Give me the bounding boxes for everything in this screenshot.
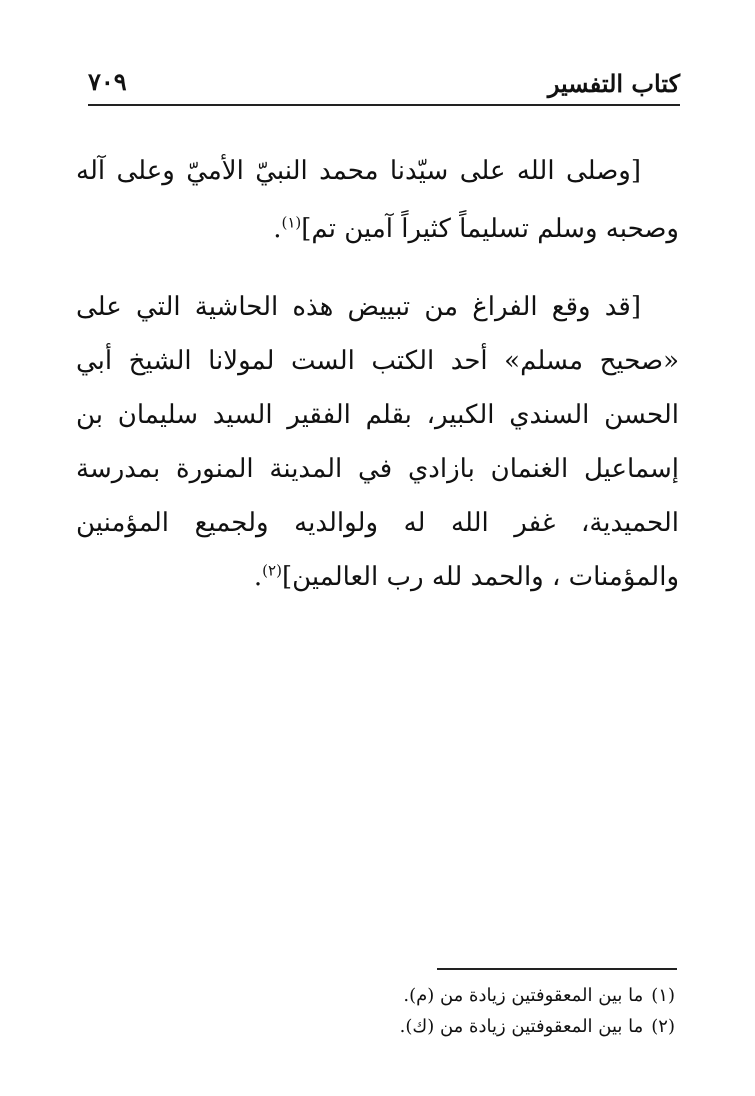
footnote-divider	[437, 968, 677, 970]
page-number: ٧٠٩	[88, 67, 127, 96]
running-title: كتاب التفسير	[547, 69, 680, 98]
paragraph-text: [قد وقع الفراغ من تبييض هذه الحاشية التي على «صحيح مسلم» أحد الكتب الست لمولانا الشيخ أبي الحسن السندي الكبير، بقلم الفقير السيد سليمان بن إسماعيل الغنمان بازادي في المدينة المنورة بمدرسة الحميدية، غفر الله له ولوالديه ولجميع المؤمنين والمؤمنات ، والحمد لله رب العالمين]	[76, 292, 679, 592]
footnote-text: ما بين المعقوفتين زيادة من (م).	[403, 985, 644, 1006]
footnote-item	[200, 980, 675, 1011]
paragraph-period: .	[253, 562, 263, 592]
footnotes	[200, 980, 675, 1042]
paragraph-text: [وصلى الله على سيّدنا محمد النبيّ الأميّ وعلى آله وصحبه وسلم تسليماً كثيراً آمين تم]	[76, 156, 679, 244]
footnote-marker: (١)	[651, 985, 675, 1006]
footnote-reference: (١)	[281, 213, 302, 232]
footnote-marker: (٢)	[651, 1016, 675, 1037]
paragraph-closing-prayer	[76, 142, 679, 258]
paragraph-period: .	[273, 214, 282, 244]
footnote-text: ما بين المعقوفتين زيادة من (ك).	[399, 1016, 644, 1037]
footnote-reference: (٢)	[262, 561, 282, 580]
page-header	[88, 62, 680, 106]
body-text	[76, 142, 679, 604]
footnote-item	[200, 1011, 675, 1042]
paragraph-colophon	[76, 280, 679, 604]
